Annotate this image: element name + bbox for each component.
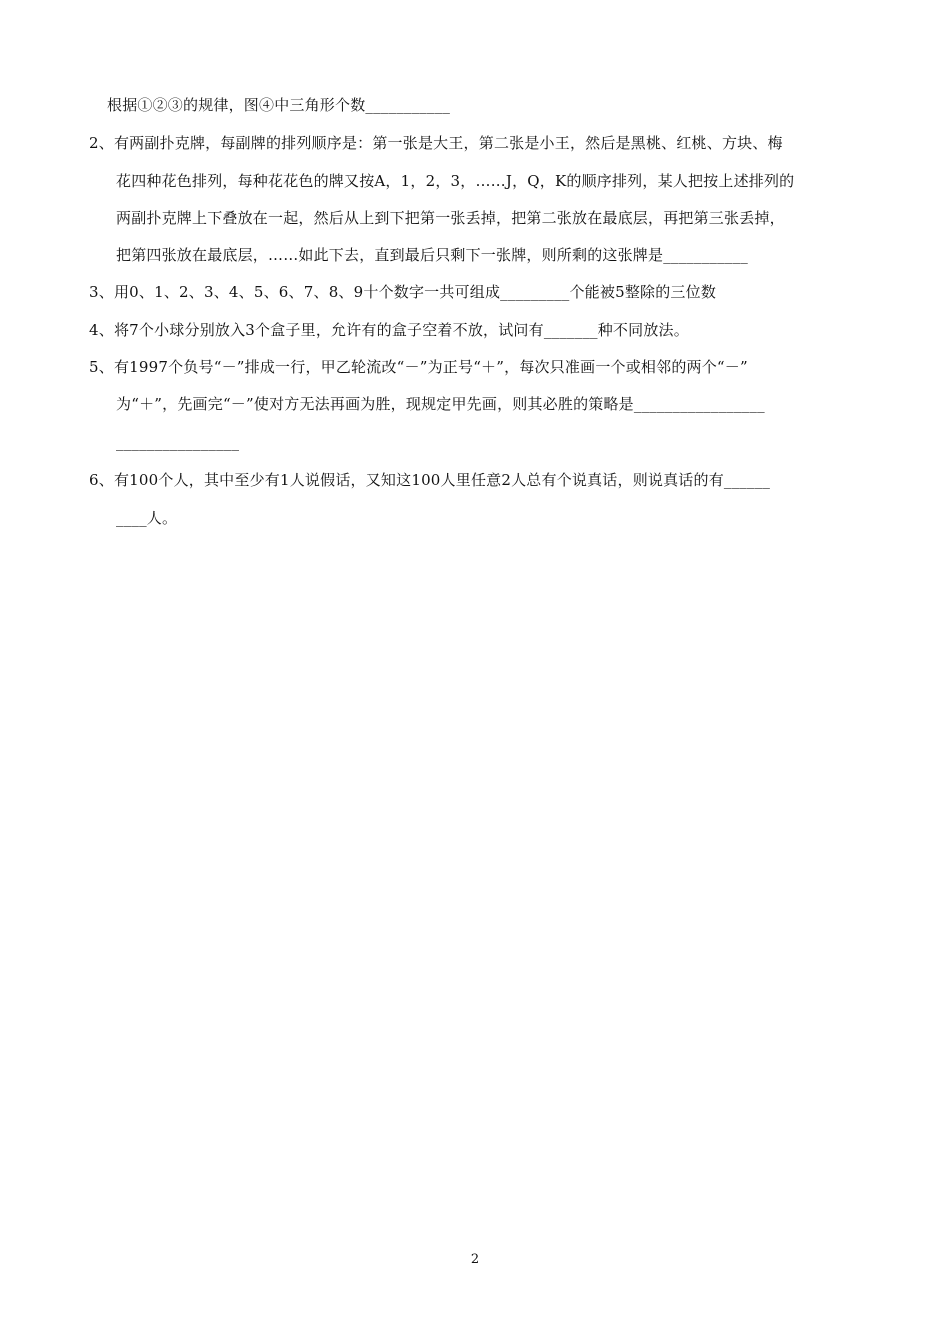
- question-5-line-3: ________________: [116, 433, 240, 451]
- question-2-line-2: 花四种花色排列，每种花花色的牌又按A，1，2，3，……J，Q，K的顺序排列，某人把按上述排列的: [116, 172, 795, 190]
- question-4: 4、将7个小球分别放入3个盒子里，允许有的盒子空着不放，试问有_______种不同放法。: [89, 321, 689, 339]
- question-6-line-2: ____人。: [116, 509, 178, 527]
- page-number: 2: [470, 1252, 480, 1267]
- question-2-line-4: 把第四张放在最底层，……如此下去，直到最后只剩下一张牌，则所剩的这张牌是___________: [116, 246, 748, 264]
- question-5-line-1: 5、有1997个负号“－”排成一行，甲乙轮流改“－”为正号“＋”，每次只准画一个或相邻的两个“－”: [89, 358, 748, 376]
- question-5-line-2: 为“＋”，先画完“－”使对方无法再画为胜，现规定甲先画，则其必胜的策略是_________________: [116, 395, 765, 413]
- text-line-fig4-count: 根据①②③的规律，图④中三角形个数___________: [107, 96, 451, 114]
- question-2-line-1: 2、有两副扑克牌，每副牌的排列顺序是：第一张是大王，第二张是小王，然后是黑桃、红桃、方块、梅: [89, 134, 783, 152]
- question-2-line-3: 两副扑克牌上下叠放在一起，然后从上到下把第一张丢掉，把第二张放在最底层，再把第三张丢掉，: [116, 209, 785, 227]
- question-3: 3、用0、1、2、3、4、5、6、7、8、9十个数字一共可组成_________个能被5整除的三位数: [89, 283, 717, 301]
- question-6-line-1: 6、有100个人，其中至少有1人说假话，又知这100人里任意2人总有个说真话，则说真话的有______: [89, 471, 771, 489]
